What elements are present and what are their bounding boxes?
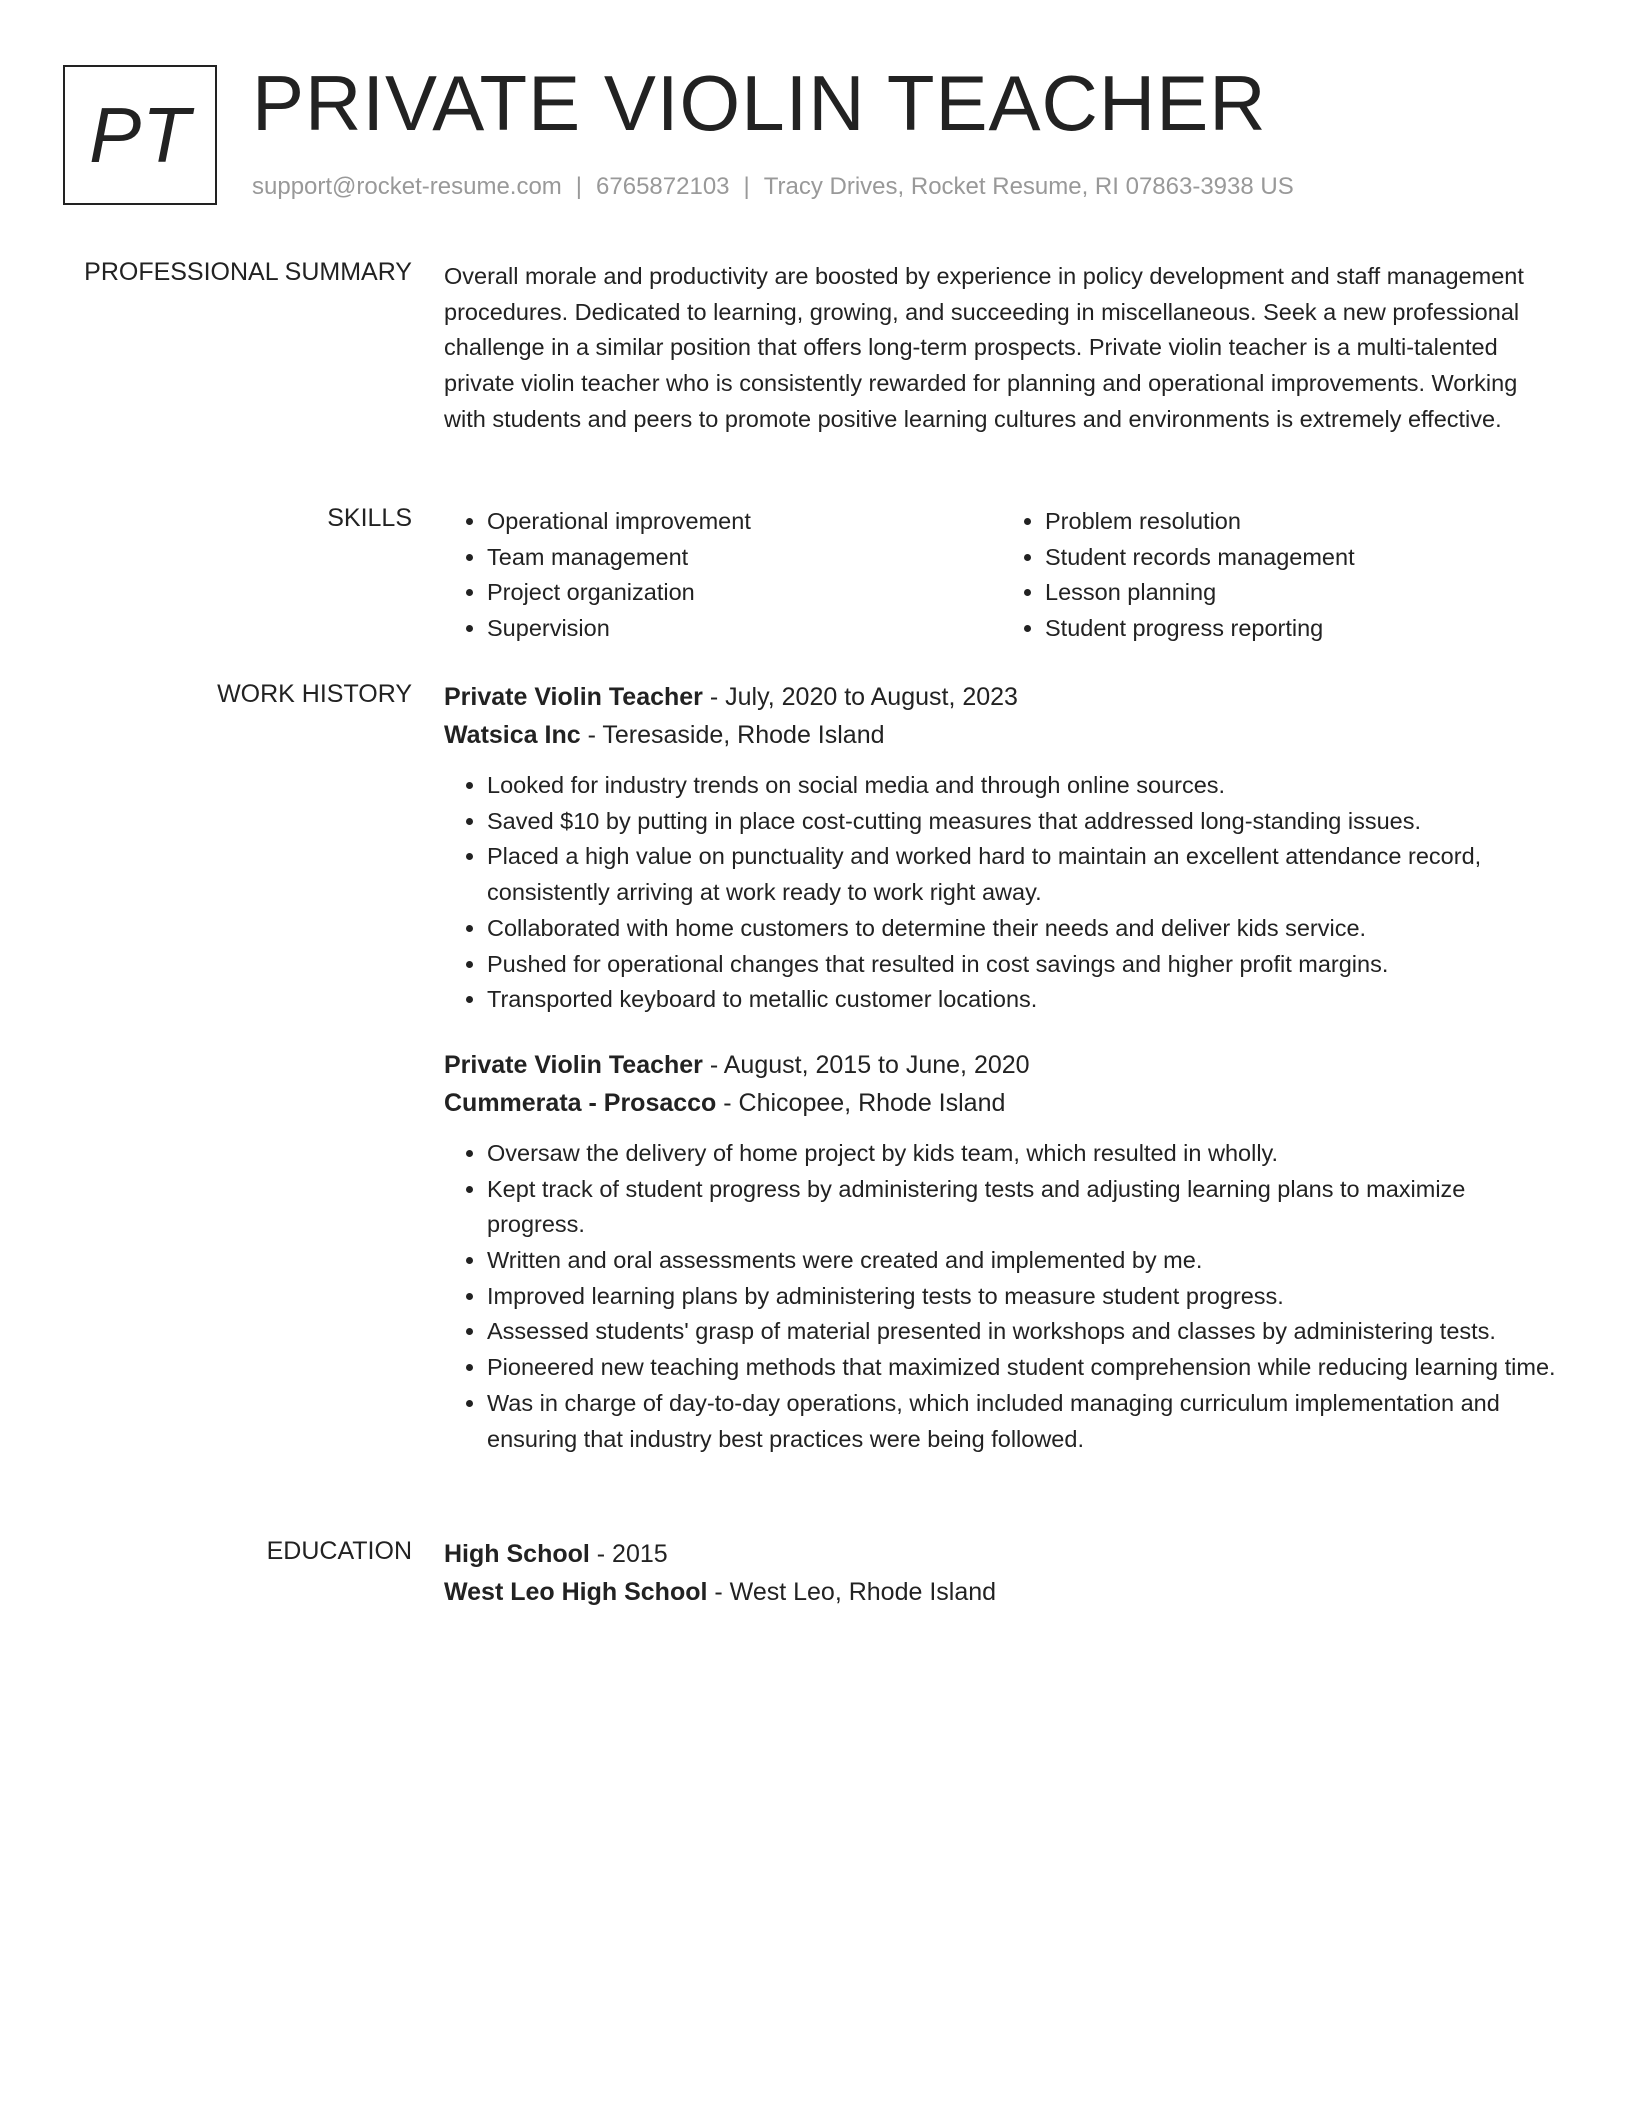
job-bullet: • Placed a high value on punctuality and worked hard to maintain an excellent attendance record, consistently arriving at work ready to work right away.	[487, 839, 1560, 910]
job-bullet: • Assessed students' grasp of material presented in workshops and classes by administering tests.	[487, 1314, 1560, 1350]
job-dates: - August, 2015 to June, 2020	[702, 1050, 1030, 1079]
job-bullet: • Oversaw the delivery of home project by kids team, which resulted in wholly.	[487, 1136, 1560, 1172]
education-location: - West Leo, Rhode Island	[707, 1578, 997, 1606]
education-year: - 2015	[589, 1540, 668, 1568]
job-company: Watsica Inc	[444, 721, 581, 749]
summary-text: Overall morale and productivity are boosted by experience in policy development and staff management procedures. Dedicated to learning, growing, and succeeding in miscellaneous. Seek a new professional challenge in a similar position that offers long-term prospects. Private violin teacher is a multi-talented private violin teacher who is consistently rewarded for planning and operational improvements. Working with students and peers to promote positive learning cultures and environments is extremely effective.	[444, 263, 1524, 432]
job-bullets	[444, 1136, 1560, 1457]
job-title: Private Violin Teacher	[444, 1050, 703, 1079]
education-school: West Leo High School	[444, 1578, 708, 1606]
job-bullet: • Written and oral assessments were created and implemented by me.	[487, 1243, 1560, 1279]
summary-body	[444, 259, 1560, 438]
job-bullet: • Kept track of student progress by administering tests and adjusting learning plans to maximize progress.	[487, 1172, 1560, 1243]
job-bullet: • Pioneered new teaching methods that maximized student comprehension while reducing learning time.	[487, 1350, 1560, 1386]
education-body	[444, 1535, 1560, 1611]
resume-header	[63, 59, 1563, 210]
education-degree: High School	[444, 1540, 590, 1568]
contact-email[interactable]: support@rocket-resume.com	[252, 173, 562, 200]
job-bullets	[444, 768, 1560, 1018]
education-school-line	[444, 1573, 1560, 1611]
job-bullet: • Improved learning plans by administering tests to measure student progress.	[487, 1279, 1560, 1315]
skills-body	[444, 504, 1560, 646]
contact-address: Tracy Drives, Rocket Resume, RI 07863-3938 US	[763, 173, 1294, 200]
job-company: Cummerata - Prosacco	[444, 1088, 717, 1117]
job-title-line	[444, 1046, 1560, 1084]
job-title-line	[444, 678, 1560, 716]
job-dates: - July, 2020 to August, 2023	[702, 683, 1018, 711]
skills-list-left	[444, 504, 1002, 646]
skill-item: • Supervision	[487, 611, 1002, 647]
contact-separator: |	[575, 173, 583, 200]
work-history-body	[444, 678, 1560, 1457]
section-label-education: EDUCATION	[266, 1537, 412, 1565]
job-bullet: • Was in charge of day-to-day operations, which included managing curriculum implementation and ensuring that industry best practices were being followed.	[487, 1386, 1560, 1457]
job-title: Private Violin Teacher	[444, 683, 703, 711]
job-bullet: • Transported keyboard to metallic customer locations.	[487, 982, 1560, 1018]
skill-item: • Operational improvement	[487, 504, 1002, 540]
job-location: - Chicopee, Rhode Island	[716, 1088, 1006, 1117]
skill-item: • Project organization	[487, 575, 1002, 611]
job-bullet: • Pushed for operational changes that resulted in cost savings and higher profit margins.	[487, 947, 1560, 983]
job-location: - Teresaside, Rhode Island	[580, 721, 885, 749]
job-bullet: • Looked for industry trends on social media and through online sources.	[487, 768, 1560, 804]
skill-item: • Lesson planning	[1045, 575, 1560, 611]
job-entry	[444, 1046, 1560, 1457]
section-label-skills: SKILLS	[327, 504, 412, 532]
skill-item: • Problem resolution	[1045, 504, 1560, 540]
job-bullet: • Collaborated with home customers to determine their needs and deliver kids service.	[487, 911, 1560, 947]
monogram-box: PT	[63, 65, 217, 205]
education-degree-line	[444, 1535, 1560, 1573]
skill-item: • Student progress reporting	[1045, 611, 1560, 647]
skill-item: • Team management	[487, 540, 1002, 576]
section-label-work-history: WORK HISTORY	[217, 680, 412, 708]
contact-separator: |	[743, 173, 750, 200]
contact-phone[interactable]: 6765872103	[596, 173, 730, 200]
contact-line	[252, 173, 1294, 201]
job-bullet: • Saved $10 by putting in place cost-cutting measures that addressed long-standing issues.	[487, 804, 1560, 840]
skill-item: • Student records management	[1045, 540, 1560, 576]
section-label-summary: PROFESSIONAL SUMMARY	[84, 258, 412, 286]
job-entry	[444, 678, 1560, 1018]
resume-title: PRIVATE VIOLIN TEACHER	[252, 59, 1267, 147]
skills-list-right	[1002, 504, 1560, 646]
job-company-line	[444, 716, 1560, 754]
job-company-line	[444, 1084, 1560, 1122]
